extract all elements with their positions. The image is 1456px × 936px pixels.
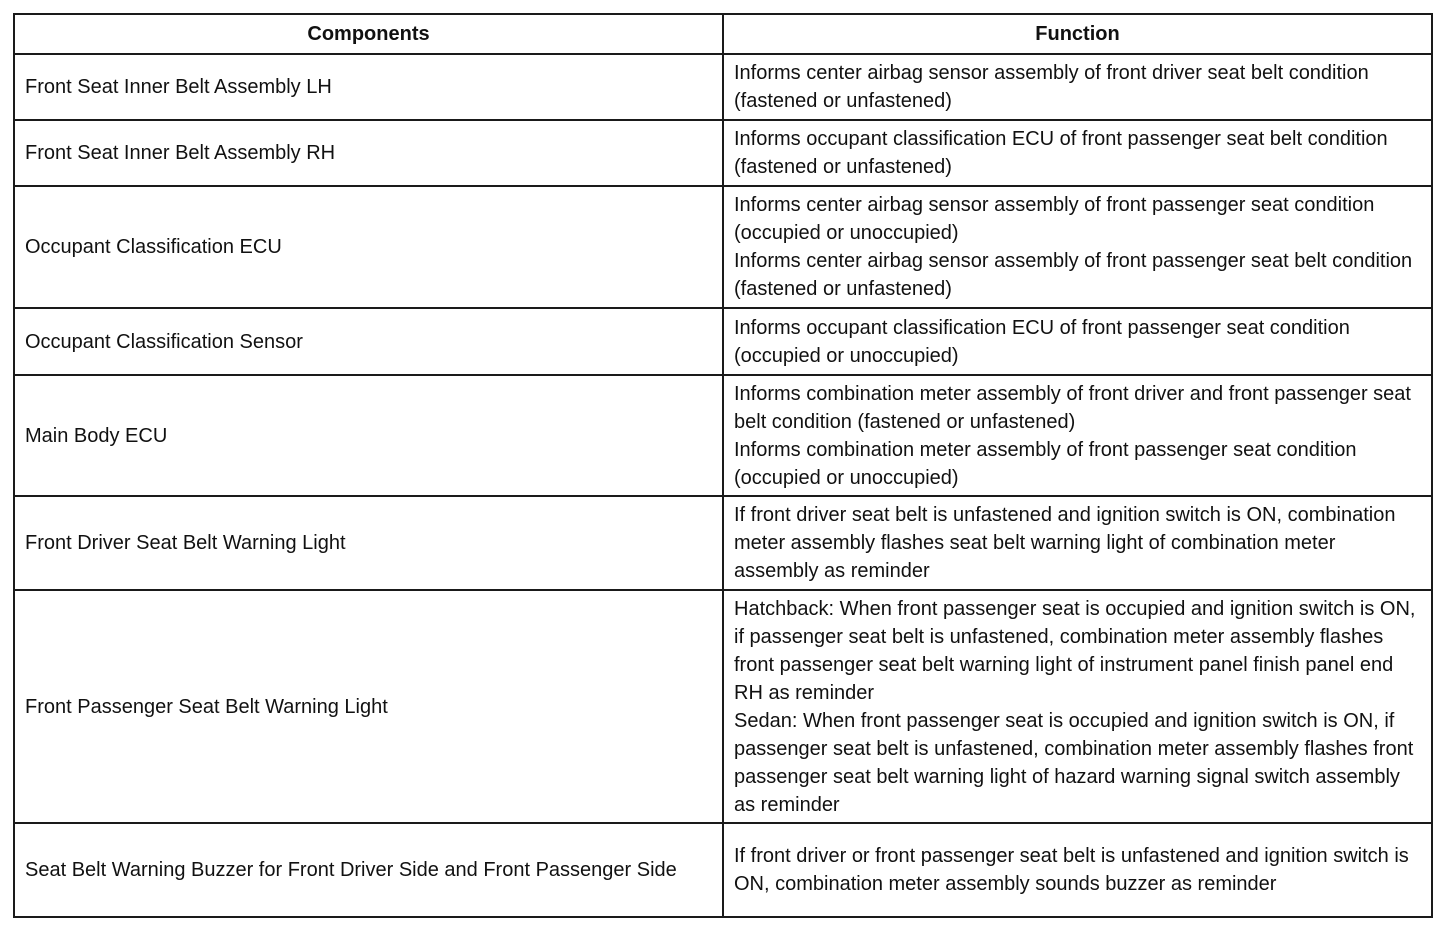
component-cell: Main Body ECU xyxy=(14,375,723,496)
function-text: Informs occupant classification ECU of front passenger seat belt condition (fastened or unfastened) xyxy=(734,128,1388,178)
function-text: Informs combination meter assembly of front passenger seat condition (occupied or unoccupied) xyxy=(734,438,1357,489)
table-row xyxy=(14,120,1432,186)
table-row xyxy=(14,496,1432,590)
component-cell: Occupant Classification ECU xyxy=(14,186,723,308)
component-cell: Front Driver Seat Belt Warning Light xyxy=(14,496,723,590)
table-row xyxy=(14,590,1432,823)
table-row xyxy=(14,186,1432,308)
function-cell xyxy=(723,54,1432,120)
function-text: Informs center airbag sensor assembly of front driver seat belt condition (fastened or unfastened) xyxy=(734,62,1369,112)
header-row xyxy=(14,14,1432,54)
function-cell xyxy=(723,186,1432,308)
table-row xyxy=(14,308,1432,375)
component-cell: Front Passenger Seat Belt Warning Light xyxy=(14,590,723,823)
function-text: If front driver seat belt is unfastened and ignition switch is ON, combination meter assembly flashes seat belt warning light of combination meter assembly as reminder xyxy=(734,504,1396,582)
function-text: If front driver or front passenger seat belt is unfastened and ignition switch is ON, combination meter assembly sounds buzzer as reminder xyxy=(734,845,1409,895)
function-text: Informs combination meter assembly of front driver and front passenger seat belt condition (fastened or unfastened) xyxy=(734,382,1411,433)
function-cell xyxy=(723,308,1432,375)
function-cell xyxy=(723,823,1432,917)
function-cell xyxy=(723,375,1432,496)
function-text: Informs center airbag sensor assembly of front passenger seat belt condition (fastened or unfastened) xyxy=(734,250,1413,300)
table-row xyxy=(14,375,1432,496)
component-cell: Front Seat Inner Belt Assembly LH xyxy=(14,54,723,120)
components-function-table xyxy=(13,13,1433,918)
function-text: Informs center airbag sensor assembly of front passenger seat condition (occupied or unoccupied) xyxy=(734,194,1375,244)
table-row xyxy=(14,54,1432,120)
function-text: Informs occupant classification ECU of front passenger seat condition (occupied or unoccupied) xyxy=(734,316,1350,367)
function-cell xyxy=(723,120,1432,186)
function-cell xyxy=(723,496,1432,590)
function-cell xyxy=(723,590,1432,823)
component-cell: Front Seat Inner Belt Assembly RH xyxy=(14,120,723,186)
table-row xyxy=(14,823,1432,917)
function-text: Sedan: When front passenger seat is occupied and ignition switch is ON, if passenger seat belt is unfastened, combination meter assembly flashes front passenger seat belt warning light of hazard warning signal switch assembly as reminder xyxy=(734,709,1414,816)
function-text: Hatchback: When front passenger seat is occupied and ignition switch is ON, if passenger seat belt is unfastened, combination meter assembly flashes front passenger seat belt warning light of instrument panel finish panel end RH as reminder xyxy=(734,597,1416,704)
component-cell: Occupant Classification Sensor xyxy=(14,308,723,375)
component-cell: Seat Belt Warning Buzzer for Front Driver Side and Front Passenger Side xyxy=(14,823,723,917)
header-components: Components xyxy=(14,14,723,54)
header-function: Function xyxy=(723,14,1432,54)
